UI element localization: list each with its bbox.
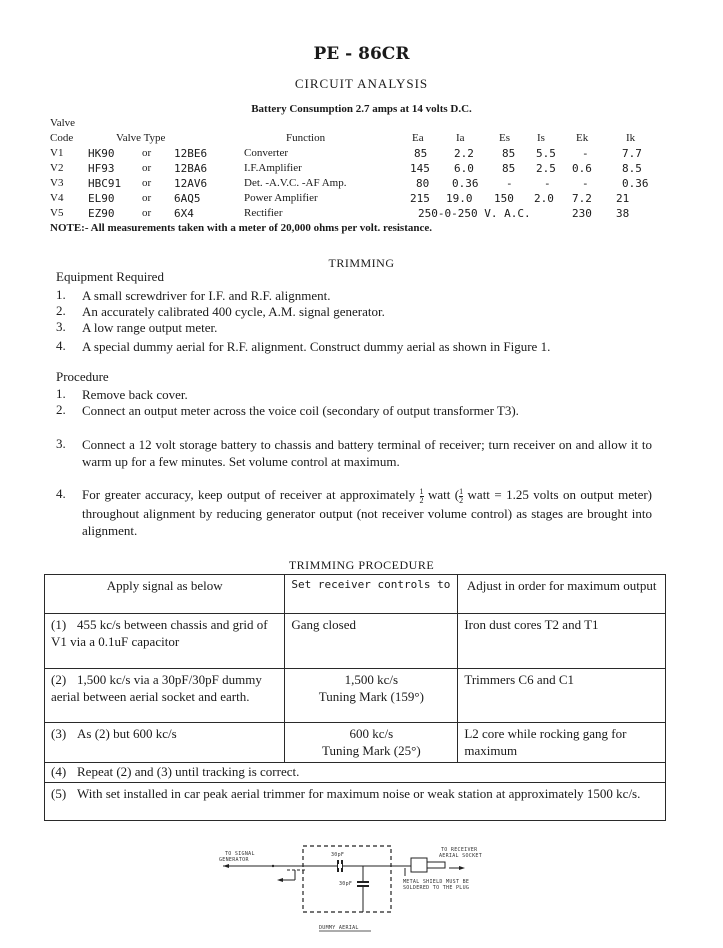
valve-ea: 85 xyxy=(414,147,428,160)
valve-ek: - xyxy=(582,147,589,160)
valve-function: Rectifier xyxy=(244,207,283,219)
valve-function: Det. -A.V.C. -AF Amp. xyxy=(244,177,347,189)
fraction-half xyxy=(459,488,463,505)
section-trimming: TRIMMING xyxy=(328,256,395,270)
plug-body xyxy=(411,858,427,872)
valve-type-a: HK90 xyxy=(88,147,115,160)
valve-es: 85 xyxy=(502,147,516,160)
valve-code: V3 xyxy=(50,177,64,189)
section-circuit-analysis: CIRCUIT ANALYSIS xyxy=(294,76,429,91)
col-is: Is xyxy=(537,132,545,144)
cell-adjust: Iron dust cores T2 and T1 xyxy=(458,614,666,669)
valve-type-b: 12BE6 xyxy=(174,147,208,160)
valve-ek: 7.2 xyxy=(572,192,592,205)
valve-code: V1 xyxy=(50,147,64,159)
cell-set: Gang closed xyxy=(285,614,458,669)
list-number: 1. xyxy=(56,287,66,302)
cell-apply xyxy=(45,614,285,669)
valve-ia: 0.36 xyxy=(452,177,479,190)
valve-or: or xyxy=(142,147,152,159)
label-receiver-2: AERIAL SOCKET xyxy=(439,853,483,859)
set-tuning-mark: Tuning Mark (25°) xyxy=(322,743,421,758)
valve-type-b: 6AQ5 xyxy=(174,192,201,205)
valve-ik: 0.36 xyxy=(622,177,649,190)
label-shield-note-2: SOLDERED TO THE PLUG xyxy=(403,885,470,891)
header-apply-signal: Apply signal as below xyxy=(45,575,285,614)
section-trimming-procedure: TRIMMING PROCEDURE xyxy=(288,558,435,572)
table-header-row xyxy=(45,575,666,614)
dummy-aerial-diagram xyxy=(215,838,505,938)
list-number: 2. xyxy=(56,303,66,318)
valve-type-b: 12AV6 xyxy=(174,177,208,190)
plug-tip xyxy=(427,862,445,868)
apply-text: As (2) but 600 kc/s xyxy=(77,726,177,741)
set-frequency: 600 kc/s xyxy=(349,726,394,741)
fraction-numerator: 1 xyxy=(459,486,464,496)
cell-adjust: Trimmers C6 and C1 xyxy=(458,669,666,723)
diagram-caption: DUMMY AERIAL xyxy=(319,925,359,931)
arrow-left-icon xyxy=(223,864,229,868)
valve-type-a: EZ90 xyxy=(88,207,115,220)
valve-ia: 6.0 xyxy=(454,162,474,175)
apply-text: 1,500 kc/s via a 30pF/30pF dummy aerial between aerial socket and earth. xyxy=(51,672,262,704)
col-function: Function xyxy=(286,132,326,144)
valve-ik: 8.5 xyxy=(622,162,642,175)
text-part: For greater accuracy, keep output of receiver at approximately xyxy=(82,487,416,502)
valve-function: Power Amplifier xyxy=(244,192,318,204)
valve-ek: 0.6 xyxy=(572,162,592,175)
step-text: With set installed in car peak aerial trimmer for maximum noise or weak station at approximately 1500 kc/s. xyxy=(77,786,641,801)
document-title: PE - 86CR xyxy=(313,44,410,64)
cell-full xyxy=(45,763,666,783)
shield-box xyxy=(303,846,391,912)
cell-adjust: L2 core while rocking gang for maximum xyxy=(458,723,666,763)
label-shield-note-1: METAL SHIELD MUST BE xyxy=(403,879,470,885)
valve-or: or xyxy=(142,177,152,189)
valve-rectifier-supply: 250-0-250 V. A.C. xyxy=(418,207,531,220)
valve-ea: 80 xyxy=(416,177,430,190)
list-number: 1. xyxy=(56,386,66,401)
valve-is: 2.0 xyxy=(534,192,554,205)
valve-es: 150 xyxy=(494,192,514,205)
step-number: (5) xyxy=(51,786,67,801)
list-text: A small screwdriver for I.F. and R.F. alignment. xyxy=(82,288,331,303)
valve-is: 2.5 xyxy=(536,162,556,175)
set-tuning-mark: Tuning Mark (159°) xyxy=(318,689,424,704)
valve-code: V5 xyxy=(50,207,64,219)
list-text: An accurately calibrated 400 cycle, A.M. signal generator. xyxy=(82,304,385,319)
list-number: 2. xyxy=(56,402,66,417)
cell-set xyxy=(285,669,458,723)
valve-function: I.F.Amplifier xyxy=(244,162,302,174)
col-ek: Ek xyxy=(576,132,589,144)
arrow-ground-icon xyxy=(277,878,283,882)
step-number: (2) xyxy=(51,672,67,687)
apply-text: 455 kc/s between chassis and grid of V1 via a 0.1uF capacitor xyxy=(51,617,268,649)
trimming-procedure-table xyxy=(44,574,666,821)
cell-apply xyxy=(45,723,285,763)
valve-ea: 215 xyxy=(410,192,430,205)
valve-type-a: HF93 xyxy=(88,162,115,175)
list-number: 4. xyxy=(56,486,66,501)
col-valve-type: Valve Type xyxy=(116,132,166,144)
valve-or: or xyxy=(142,192,152,204)
cell-apply xyxy=(45,669,285,723)
arrow-right-icon xyxy=(459,866,465,870)
step-number: (3) xyxy=(51,726,67,741)
valve-is: 5.5 xyxy=(536,147,556,160)
list-text: Connect an output meter across the voice coil (secondary of output transformer T3). xyxy=(82,403,519,418)
label-cap-shunt: 30pF xyxy=(339,881,353,887)
step-text: Repeat (2) and (3) until tracking is correct. xyxy=(77,764,300,779)
valve-header-line1: Valve xyxy=(50,117,76,129)
table-row xyxy=(45,723,666,763)
valve-code: V2 xyxy=(50,162,64,174)
valve-ia: 19.0 xyxy=(446,192,473,205)
list-text: A special dummy aerial for R.F. alignment. Construct dummy aerial as shown in Figure 1. xyxy=(82,339,551,354)
valve-type-b: 12BA6 xyxy=(174,162,208,175)
valve-es: - xyxy=(506,177,513,190)
table-row xyxy=(45,783,666,821)
col-ia: Ia xyxy=(456,132,465,144)
valve-ia: 2.2 xyxy=(454,147,474,160)
step-number: (4) xyxy=(51,764,67,779)
terminal-dot xyxy=(272,865,274,867)
valve-type-a: EL90 xyxy=(88,192,115,205)
valve-ik: 7.7 xyxy=(622,147,642,160)
valve-ea: 145 xyxy=(410,162,430,175)
list-text xyxy=(82,486,652,539)
label-cap-series: 30pF xyxy=(331,852,345,858)
col-ea: Ea xyxy=(412,132,424,144)
label-receiver-1: TO RECEIVER xyxy=(441,847,478,853)
measurement-note: NOTE:- All measurements taken with a meter of 20,000 ohms per volt. resistance. xyxy=(50,222,433,234)
fraction-numerator: 1 xyxy=(419,486,424,496)
valve-ik: 21 xyxy=(616,192,630,205)
valve-code: V4 xyxy=(50,192,64,204)
text-part: watt ( xyxy=(427,487,460,502)
label-signal-gen-1: TO SIGNAL xyxy=(225,851,255,857)
equipment-heading: Equipment Required xyxy=(56,269,164,284)
valve-or: or xyxy=(142,162,152,174)
valve-function: Converter xyxy=(244,147,288,159)
battery-consumption: Battery Consumption 2.7 amps at 14 volts D.C. xyxy=(251,103,472,115)
list-text: A low range output meter. xyxy=(82,320,218,335)
valve-es: 85 xyxy=(502,162,516,175)
text-part: watt = 1.25 volts on output meter) throughout alignment by reducing generator output (not receiver volume control) as stages are brought into alignment. xyxy=(82,487,653,538)
list-text: Connect a 12 volt storage battery to chassis and battery terminal of receiver; turn receiver on and allow it to warm up for a few minutes. Set volume control at maximum. xyxy=(82,437,652,469)
valve-ek: - xyxy=(582,177,589,190)
col-code: Code xyxy=(50,132,74,144)
list-text: Remove back cover. xyxy=(82,387,188,402)
valve-ek: 230 xyxy=(572,207,592,220)
list-number: 3. xyxy=(56,319,66,334)
step-number: (1) xyxy=(51,617,67,632)
valve-type-a: HBC91 xyxy=(88,177,122,190)
fraction-denominator: 2 xyxy=(419,495,424,505)
table-row xyxy=(45,669,666,723)
procedure-heading: Procedure xyxy=(56,369,109,384)
table-row xyxy=(45,614,666,669)
cell-set xyxy=(285,723,458,763)
valve-is: - xyxy=(544,177,551,190)
col-ik: Ik xyxy=(626,132,636,144)
header-adjust: Adjust in order for maximum output xyxy=(458,575,666,614)
header-set-controls: Set receiver controls to xyxy=(285,575,458,614)
set-frequency: 1,500 kc/s xyxy=(344,672,399,687)
valve-ik: 38 xyxy=(616,207,630,220)
col-es: Es xyxy=(499,132,510,144)
valve-or: or xyxy=(142,207,152,219)
fraction-half xyxy=(420,488,424,505)
label-signal-gen-2: GENERATOR xyxy=(219,857,249,863)
table-row xyxy=(45,763,666,783)
list-number: 4. xyxy=(56,338,66,353)
list-number: 3. xyxy=(56,436,66,451)
fraction-denominator: 2 xyxy=(459,495,464,505)
valve-type-b: 6X4 xyxy=(174,207,194,220)
cell-full xyxy=(45,783,666,821)
